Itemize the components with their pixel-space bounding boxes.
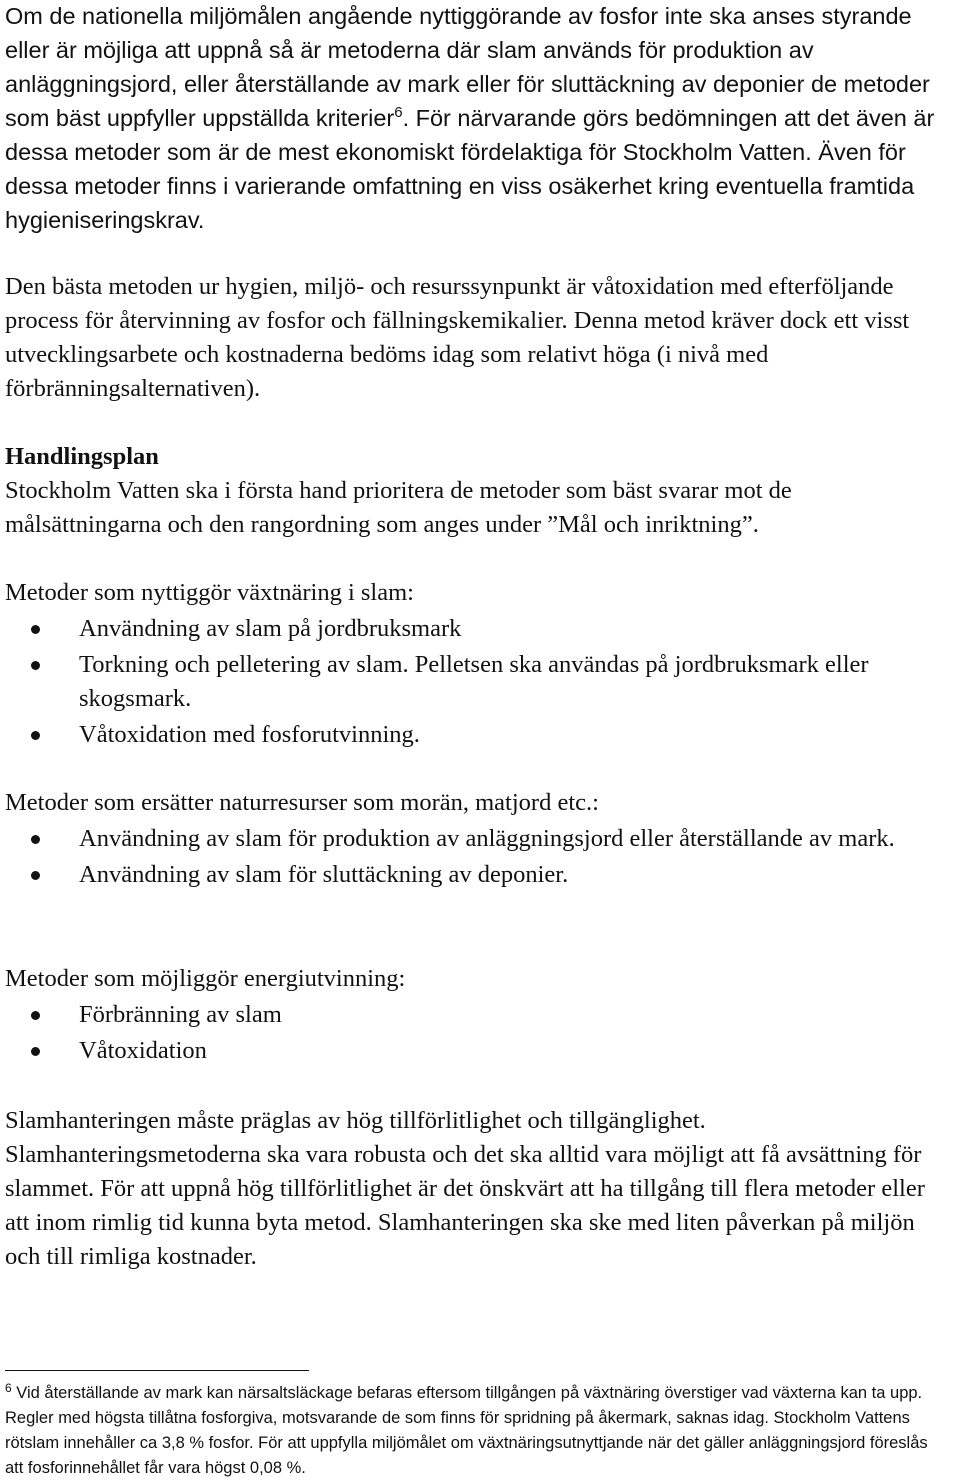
paragraph-text: . För närvarande görs bedömningen att det även är dessa metoder som är de mest ekonomiskt fördelaktiga för Stockholm Vatten. Även för dessa metoder finns i varierande omfattning en viss osäkerhet kring eventuella framtida hygieniseringskrav.: [5, 105, 935, 233]
list-title-nutrient-methods: Metoder som nyttiggör växtnäring i slam:: [5, 579, 414, 606]
list-title-energy-methods: Metoder som möjliggör energiutvinning:: [5, 965, 406, 992]
paragraph-reliability: Slamhanteringen måste präglas av hög tillförlitlighet och tillgänglighet. Slamhanteringsmetoderna ska vara robusta och det ska alltid vara möjligt att få avsättning för slammet. För att uppnå hög tillförlitlighet är det önskvärt att ha tillgång till flera metoder eller att inom rimlig tid kunna byta metod. Slamhanteringen ska ske med liten påverkan på miljön och till rimliga kostnader.: [5, 1107, 925, 1270]
list-item-text: Förbränning av slam: [79, 1001, 282, 1028]
paragraph-national-goals: [5, 0, 951, 237]
list-item-text: Torkning och pelletering av slam. Pelletsen ska användas på jordbruksmark eller skogsmark.: [79, 651, 869, 712]
section-heading: Handlingsplan: [5, 443, 159, 470]
bullet-list-energy-methods: [5, 998, 951, 1070]
list-item-text: Användning av slam för produktion av anläggningsjord eller återställande av mark.: [79, 825, 895, 852]
paragraph-action-plan: Stockholm Vatten ska i första hand prioritera de metoder som bäst svarar mot de målsättningarna och den rangordning som anges under ”Mål och inriktning”.: [5, 477, 792, 538]
list-item: [5, 822, 951, 856]
footnote-divider: [5, 1370, 309, 1371]
list-item-text: Våtoxidation: [79, 1037, 207, 1064]
footnote-reference[interactable]: 6: [394, 104, 403, 121]
list-item: [5, 998, 951, 1032]
list-item: [5, 648, 951, 716]
bullet-icon: [31, 1047, 40, 1056]
bullet-icon: [31, 731, 40, 740]
list-item: [5, 858, 951, 892]
bullet-icon: [31, 835, 40, 844]
list-item: [5, 612, 951, 646]
footnote: [5, 1381, 945, 1481]
bullet-icon: [31, 661, 40, 670]
paragraph-best-method: Den bästa metoden ur hygien, miljö- och resurssynpunkt är våtoxidation med efterföljande process för återvinning av fosfor och fällningskemikalier. Denna metod kräver dock ett visst utvecklingsarbete och kostnaderna bedöms idag som relativt höga (i nivå med förbränningsalternativen).: [5, 273, 910, 402]
paragraph-text: Om de nationella miljömålen angående nyttiggörande av fosfor inte ska anses styrande eller är möjliga att uppnå så är metoderna där slam används för produktion av anläggningsjord, eller återställande av mark eller för sluttäckning av deponier de metoder som bäst uppfyller uppställda kriterier: [5, 3, 930, 131]
bullet-icon: [31, 1011, 40, 1020]
list-item-text: Våtoxidation med fosforutvinning.: [79, 721, 420, 748]
footnote-number: 6: [5, 1381, 12, 1395]
bullet-list-resource-methods: [5, 822, 951, 894]
bullet-icon: [31, 871, 40, 880]
bullet-icon: [31, 625, 40, 634]
list-title-resource-methods: Metoder som ersätter naturresurser som morän, matjord etc.:: [5, 789, 599, 816]
list-item: [5, 718, 951, 752]
footnote-text: Vid återställande av mark kan närsaltsläckage befaras eftersom tillgången på växtnäring överstiger vad växterna kan ta upp. Regler med högsta tillåtna fosforgiva, motsvarande de som finns för spridning på åkermark, saknas idag. Stockholm Vattens rötslam innehåller ca 3,8 % fosfor. För att uppfylla miljömålet om växtnäringsutnyttjande när det gäller anläggningsjord föreslås att fosforinnehållet får vara högst 0,08 %.: [5, 1384, 928, 1477]
list-item: [5, 1034, 951, 1068]
list-item-text: Användning av slam för sluttäckning av deponier.: [79, 861, 569, 888]
list-item-text: Användning av slam på jordbruksmark: [79, 615, 462, 642]
bullet-list-nutrient-methods: [5, 612, 951, 754]
